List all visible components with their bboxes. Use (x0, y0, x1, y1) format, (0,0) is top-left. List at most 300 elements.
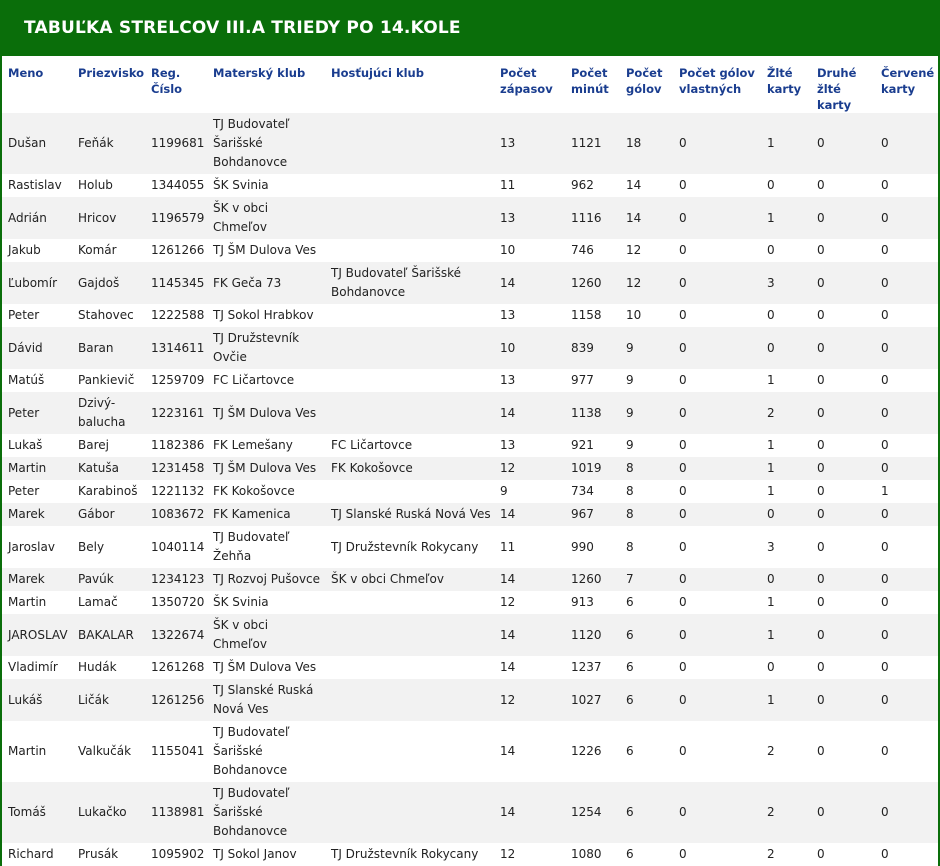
cell-cervene: 0 (875, 526, 938, 568)
cell-priezvisko: Dzivý-balucha (72, 392, 145, 434)
cell-reg: 1322674 (145, 614, 207, 656)
cell-meno: Rastislav (2, 174, 72, 197)
cell-goly: 9 (620, 369, 673, 392)
cell-druhe: 0 (811, 197, 875, 239)
cell-meno: Vladimír (2, 656, 72, 679)
cell-goly: 6 (620, 679, 673, 721)
table-row (2, 614, 938, 656)
cell-cervene: 0 (875, 239, 938, 262)
cell-minuty: 1260 (565, 262, 620, 304)
cell-druhe: 0 (811, 369, 875, 392)
cell-priezvisko: Holub (72, 174, 145, 197)
cell-cervene: 0 (875, 503, 938, 526)
cell-minuty: 1120 (565, 614, 620, 656)
cell-meno: Ľubomír (2, 262, 72, 304)
cell-reg: 1314611 (145, 327, 207, 369)
cell-zapasy: 13 (494, 197, 565, 239)
cell-materský: TJ Sokol Hrabkov (207, 304, 325, 327)
cell-hostujuci (325, 304, 494, 327)
cell-zlte: 1 (761, 679, 811, 721)
cell-vlastne: 0 (673, 503, 761, 526)
cell-goly: 12 (620, 262, 673, 304)
cell-priezvisko: Lamač (72, 591, 145, 614)
cell-zlte: 1 (761, 369, 811, 392)
cell-meno: Martin (2, 721, 72, 782)
table-row (2, 434, 938, 457)
table-row (2, 262, 938, 304)
cell-cervene: 0 (875, 392, 938, 434)
cell-priezvisko: Feňák (72, 113, 145, 174)
cell-vlastne: 0 (673, 614, 761, 656)
cell-vlastne: 0 (673, 304, 761, 327)
cell-druhe: 0 (811, 392, 875, 434)
cell-minuty: 977 (565, 369, 620, 392)
cell-goly: 6 (620, 843, 673, 866)
cell-materský: TJ Družstevník Ovčie (207, 327, 325, 369)
table-row (2, 721, 938, 782)
cell-hostujuci (325, 369, 494, 392)
cell-zlte: 0 (761, 656, 811, 679)
cell-materský: TJ ŠM Dulova Ves (207, 457, 325, 480)
cell-priezvisko: Karabinoš (72, 480, 145, 503)
cell-reg: 1234123 (145, 568, 207, 591)
cell-zlte: 0 (761, 327, 811, 369)
cell-meno: Matúš (2, 369, 72, 392)
cell-materský: TJ Rozvoj Pušovce (207, 568, 325, 591)
cell-cervene: 0 (875, 434, 938, 457)
cell-cervene: 0 (875, 568, 938, 591)
cell-druhe: 0 (811, 721, 875, 782)
cell-meno: Marek (2, 503, 72, 526)
cell-hostujuci (325, 239, 494, 262)
table-body (2, 113, 938, 866)
cell-zlte: 3 (761, 526, 811, 568)
cell-cervene: 0 (875, 591, 938, 614)
cell-zlte: 0 (761, 568, 811, 591)
cell-cervene: 0 (875, 656, 938, 679)
cell-priezvisko: BAKALAR (72, 614, 145, 656)
cell-druhe: 0 (811, 480, 875, 503)
cell-meno: Adrián (2, 197, 72, 239)
cell-druhe: 0 (811, 239, 875, 262)
cell-cervene: 0 (875, 457, 938, 480)
cell-hostujuci (325, 197, 494, 239)
cell-zapasy: 9 (494, 480, 565, 503)
cell-reg: 1231458 (145, 457, 207, 480)
cell-zlte: 3 (761, 262, 811, 304)
cell-vlastne: 0 (673, 526, 761, 568)
cell-meno: Lukáš (2, 679, 72, 721)
cell-minuty: 1121 (565, 113, 620, 174)
cell-goly: 10 (620, 304, 673, 327)
cell-cervene: 0 (875, 614, 938, 656)
cell-hostujuci: TJ Slanské Ruská Nová Ves (325, 503, 494, 526)
table-row (2, 843, 938, 866)
cell-priezvisko: Gajdoš (72, 262, 145, 304)
cell-vlastne: 0 (673, 480, 761, 503)
cell-reg: 1083672 (145, 503, 207, 526)
cell-zapasy: 12 (494, 679, 565, 721)
cell-vlastne: 0 (673, 327, 761, 369)
cell-priezvisko: Komár (72, 239, 145, 262)
cell-hostujuci (325, 480, 494, 503)
cell-materský: TJ ŠM Dulova Ves (207, 239, 325, 262)
cell-zapasy: 13 (494, 369, 565, 392)
table-row (2, 782, 938, 843)
cell-goly: 14 (620, 174, 673, 197)
cell-minuty: 913 (565, 591, 620, 614)
cell-vlastne: 0 (673, 369, 761, 392)
header-cervene[interactable]: Červené karty (875, 56, 938, 113)
cell-minuty: 1138 (565, 392, 620, 434)
cell-reg: 1095902 (145, 843, 207, 866)
cell-cervene: 0 (875, 843, 938, 866)
cell-vlastne: 0 (673, 656, 761, 679)
cell-reg: 1145345 (145, 262, 207, 304)
cell-reg: 1222588 (145, 304, 207, 327)
cell-zlte: 0 (761, 174, 811, 197)
cell-goly: 8 (620, 526, 673, 568)
cell-priezvisko: Hricov (72, 197, 145, 239)
cell-minuty: 967 (565, 503, 620, 526)
cell-hostujuci (325, 392, 494, 434)
cell-druhe: 0 (811, 679, 875, 721)
cell-priezvisko: Gábor (72, 503, 145, 526)
cell-cervene: 0 (875, 197, 938, 239)
cell-priezvisko: Prusák (72, 843, 145, 866)
cell-priezvisko: Katuša (72, 457, 145, 480)
cell-reg: 1221132 (145, 480, 207, 503)
cell-minuty: 746 (565, 239, 620, 262)
table-row (2, 457, 938, 480)
header-zapasy[interactable]: Počet zápasov (494, 56, 565, 113)
cell-minuty: 1027 (565, 679, 620, 721)
cell-hostujuci: TJ Družstevník Rokycany (325, 843, 494, 866)
cell-goly: 9 (620, 327, 673, 369)
cell-materský: TJ Budovateľ Šarišské Bohdanovce (207, 782, 325, 843)
table-row (2, 392, 938, 434)
cell-goly: 6 (620, 591, 673, 614)
cell-druhe: 0 (811, 174, 875, 197)
cell-cervene: 0 (875, 262, 938, 304)
cell-priezvisko: Lukačko (72, 782, 145, 843)
cell-druhe: 0 (811, 262, 875, 304)
cell-goly: 18 (620, 113, 673, 174)
table-row (2, 480, 938, 503)
cell-priezvisko: Stahovec (72, 304, 145, 327)
table-row (2, 327, 938, 369)
cell-vlastne: 0 (673, 457, 761, 480)
cell-priezvisko: Hudák (72, 656, 145, 679)
cell-minuty: 1019 (565, 457, 620, 480)
cell-meno: JAROSLAV (2, 614, 72, 656)
table-header (2, 56, 938, 113)
cell-cervene: 0 (875, 174, 938, 197)
cell-meno: Richard (2, 843, 72, 866)
cell-zlte: 2 (761, 782, 811, 843)
cell-reg: 1261266 (145, 239, 207, 262)
table-row (2, 503, 938, 526)
cell-zapasy: 12 (494, 457, 565, 480)
cell-zlte: 0 (761, 503, 811, 526)
cell-priezvisko: Ličák (72, 679, 145, 721)
cell-reg: 1040114 (145, 526, 207, 568)
cell-minuty: 1158 (565, 304, 620, 327)
cell-goly: 6 (620, 614, 673, 656)
cell-druhe: 0 (811, 614, 875, 656)
table-row (2, 526, 938, 568)
cell-zapasy: 14 (494, 614, 565, 656)
cell-cervene: 1 (875, 480, 938, 503)
table-row (2, 591, 938, 614)
cell-goly: 6 (620, 721, 673, 782)
cell-zapasy: 14 (494, 782, 565, 843)
cell-druhe: 0 (811, 656, 875, 679)
cell-vlastne: 0 (673, 721, 761, 782)
cell-druhe: 0 (811, 434, 875, 457)
cell-druhe: 0 (811, 113, 875, 174)
cell-vlastne: 0 (673, 591, 761, 614)
cell-cervene: 0 (875, 369, 938, 392)
header-zlte[interactable]: Žlté karty (761, 56, 811, 113)
cell-zlte: 1 (761, 113, 811, 174)
cell-materský: ŠK Svinia (207, 591, 325, 614)
cell-materský: FK Lemešany (207, 434, 325, 457)
cell-meno: Martin (2, 457, 72, 480)
cell-meno: Peter (2, 480, 72, 503)
table-row (2, 113, 938, 174)
scorers-panel (2, 56, 938, 861)
cell-reg: 1261268 (145, 656, 207, 679)
cell-zapasy: 12 (494, 591, 565, 614)
cell-zlte: 1 (761, 480, 811, 503)
cell-zlte: 0 (761, 304, 811, 327)
cell-materský: TJ Budovateľ Šarišské Bohdanovce (207, 721, 325, 782)
cell-meno: Dušan (2, 113, 72, 174)
cell-hostujuci (325, 656, 494, 679)
cell-zapasy: 14 (494, 656, 565, 679)
cell-zapasy: 14 (494, 721, 565, 782)
cell-priezvisko: Bely (72, 526, 145, 568)
cell-goly: 6 (620, 782, 673, 843)
cell-vlastne: 0 (673, 434, 761, 457)
cell-vlastne: 0 (673, 239, 761, 262)
cell-druhe: 0 (811, 526, 875, 568)
cell-zlte: 2 (761, 392, 811, 434)
cell-zlte: 1 (761, 457, 811, 480)
cell-cervene: 0 (875, 113, 938, 174)
cell-goly: 8 (620, 457, 673, 480)
header-reg[interactable]: Reg. Číslo (145, 56, 207, 113)
cell-druhe: 0 (811, 782, 875, 843)
cell-cervene: 0 (875, 721, 938, 782)
cell-druhe: 0 (811, 304, 875, 327)
cell-druhe: 0 (811, 591, 875, 614)
header-vlastne[interactable]: Počet gólov vlastných (673, 56, 761, 113)
cell-materský: ŠK v obci Chmeľov (207, 614, 325, 656)
cell-vlastne: 0 (673, 568, 761, 591)
scorers-table (2, 56, 938, 866)
cell-druhe: 0 (811, 503, 875, 526)
cell-zapasy: 10 (494, 239, 565, 262)
header-druhe[interactable]: Druhé žlté karty (811, 56, 875, 113)
cell-priezvisko: Pavúk (72, 568, 145, 591)
cell-cervene: 0 (875, 679, 938, 721)
cell-minuty: 839 (565, 327, 620, 369)
cell-materský: TJ ŠM Dulova Ves (207, 392, 325, 434)
cell-druhe: 0 (811, 327, 875, 369)
cell-vlastne: 0 (673, 782, 761, 843)
cell-vlastne: 0 (673, 174, 761, 197)
cell-minuty: 962 (565, 174, 620, 197)
cell-cervene: 0 (875, 782, 938, 843)
cell-goly: 9 (620, 392, 673, 434)
cell-zapasy: 10 (494, 327, 565, 369)
cell-hostujuci (325, 113, 494, 174)
cell-zapasy: 11 (494, 526, 565, 568)
cell-hostujuci (325, 614, 494, 656)
cell-minuty: 1080 (565, 843, 620, 866)
table-row (2, 174, 938, 197)
cell-materský: TJ ŠM Dulova Ves (207, 656, 325, 679)
cell-priezvisko: Valkučák (72, 721, 145, 782)
cell-minuty: 1254 (565, 782, 620, 843)
table-row (2, 239, 938, 262)
header-priezvisko[interactable]: Priezvisko (72, 56, 145, 113)
cell-hostujuci: FC Ličartovce (325, 434, 494, 457)
header-minuty[interactable]: Počet minút (565, 56, 620, 113)
cell-meno: Dávid (2, 327, 72, 369)
cell-vlastne: 0 (673, 679, 761, 721)
cell-zapasy: 12 (494, 843, 565, 866)
cell-hostujuci (325, 174, 494, 197)
cell-reg: 1155041 (145, 721, 207, 782)
cell-vlastne: 0 (673, 843, 761, 866)
cell-meno: Tomáš (2, 782, 72, 843)
cell-reg: 1199681 (145, 113, 207, 174)
cell-zlte: 1 (761, 197, 811, 239)
cell-goly: 14 (620, 197, 673, 239)
header-meno[interactable]: Meno (2, 56, 72, 113)
cell-reg: 1196579 (145, 197, 207, 239)
cell-meno: Jaroslav (2, 526, 72, 568)
cell-hostujuci (325, 591, 494, 614)
cell-hostujuci: TJ Budovateľ Šarišské Bohdanovce (325, 262, 494, 304)
table-row (2, 679, 938, 721)
cell-zapasy: 14 (494, 503, 565, 526)
cell-reg: 1350720 (145, 591, 207, 614)
cell-zlte: 1 (761, 434, 811, 457)
cell-reg: 1182386 (145, 434, 207, 457)
cell-goly: 8 (620, 503, 673, 526)
cell-druhe: 0 (811, 843, 875, 866)
cell-zlte: 2 (761, 721, 811, 782)
cell-reg: 1344055 (145, 174, 207, 197)
cell-materský: FK Kamenica (207, 503, 325, 526)
cell-meno: Peter (2, 304, 72, 327)
cell-zlte: 0 (761, 239, 811, 262)
cell-minuty: 1116 (565, 197, 620, 239)
table-row (2, 197, 938, 239)
header-goly[interactable]: Počet gólov (620, 56, 673, 113)
cell-hostujuci (325, 721, 494, 782)
cell-hostujuci (325, 782, 494, 843)
cell-materský: TJ Budovateľ Žehňa (207, 526, 325, 568)
cell-zlte: 2 (761, 843, 811, 866)
cell-hostujuci (325, 327, 494, 369)
cell-minuty: 921 (565, 434, 620, 457)
cell-goly: 9 (620, 434, 673, 457)
cell-priezvisko: Barej (72, 434, 145, 457)
cell-cervene: 0 (875, 304, 938, 327)
cell-materský: TJ Budovateľ Šarišské Bohdanovce (207, 113, 325, 174)
cell-zapasy: 11 (494, 174, 565, 197)
cell-vlastne: 0 (673, 113, 761, 174)
cell-meno: Martin (2, 591, 72, 614)
cell-minuty: 990 (565, 526, 620, 568)
cell-goly: 8 (620, 480, 673, 503)
cell-materský: ŠK v obci Chmeľov (207, 197, 325, 239)
cell-reg: 1261256 (145, 679, 207, 721)
cell-cervene: 0 (875, 327, 938, 369)
cell-meno: Jakub (2, 239, 72, 262)
cell-minuty: 1226 (565, 721, 620, 782)
table-row (2, 656, 938, 679)
cell-materský: TJ Sokol Janov (207, 843, 325, 866)
header-materský[interactable]: Materský klub (207, 56, 325, 113)
cell-minuty: 734 (565, 480, 620, 503)
cell-zlte: 1 (761, 614, 811, 656)
cell-meno: Lukaš (2, 434, 72, 457)
header-hostujuci[interactable]: Hosťujúci klub (325, 56, 494, 113)
cell-materský: FK Kokošovce (207, 480, 325, 503)
cell-hostujuci: TJ Družstevník Rokycany (325, 526, 494, 568)
cell-zapasy: 13 (494, 113, 565, 174)
cell-materský: FC Ličartovce (207, 369, 325, 392)
cell-hostujuci: FK Kokošovce (325, 457, 494, 480)
cell-goly: 6 (620, 656, 673, 679)
page-title: TABUĽKA STRELCOV III.A TRIEDY PO 14.KOLE (0, 0, 940, 56)
cell-vlastne: 0 (673, 197, 761, 239)
cell-reg: 1138981 (145, 782, 207, 843)
cell-priezvisko: Pankievič (72, 369, 145, 392)
cell-goly: 7 (620, 568, 673, 591)
cell-goly: 12 (620, 239, 673, 262)
cell-meno: Peter (2, 392, 72, 434)
cell-materský: ŠK Svinia (207, 174, 325, 197)
cell-zapasy: 13 (494, 434, 565, 457)
cell-hostujuci: ŠK v obci Chmeľov (325, 568, 494, 591)
cell-zapasy: 14 (494, 262, 565, 304)
cell-druhe: 0 (811, 457, 875, 480)
cell-minuty: 1260 (565, 568, 620, 591)
cell-minuty: 1237 (565, 656, 620, 679)
cell-vlastne: 0 (673, 392, 761, 434)
table-row (2, 369, 938, 392)
cell-materský: TJ Slanské Ruská Nová Ves (207, 679, 325, 721)
table-row (2, 304, 938, 327)
cell-vlastne: 0 (673, 262, 761, 304)
cell-priezvisko: Baran (72, 327, 145, 369)
cell-hostujuci (325, 679, 494, 721)
cell-materský: FK Geča 73 (207, 262, 325, 304)
cell-zlte: 1 (761, 591, 811, 614)
cell-zapasy: 14 (494, 568, 565, 591)
table-row (2, 568, 938, 591)
cell-meno: Marek (2, 568, 72, 591)
cell-zapasy: 14 (494, 392, 565, 434)
cell-druhe: 0 (811, 568, 875, 591)
